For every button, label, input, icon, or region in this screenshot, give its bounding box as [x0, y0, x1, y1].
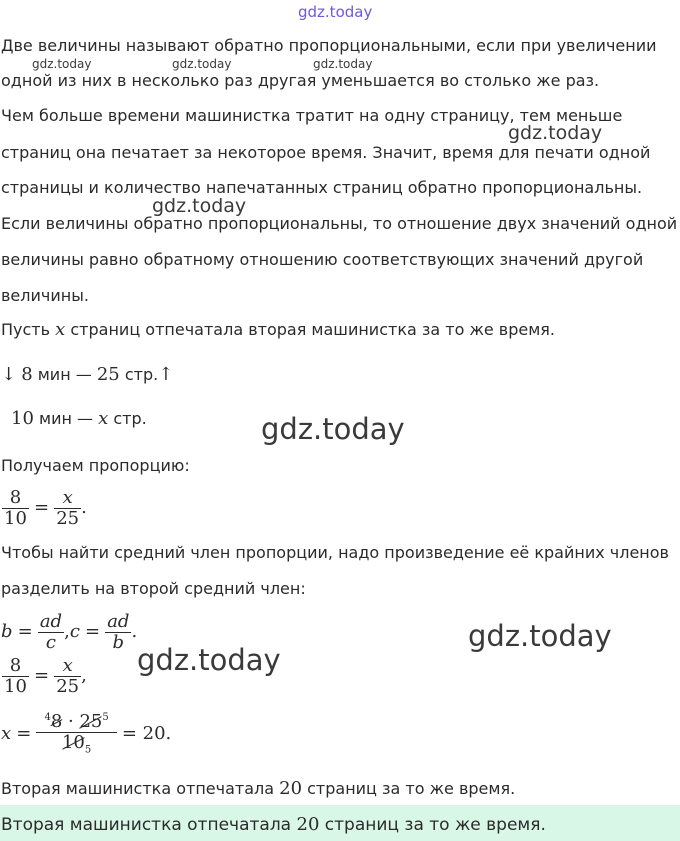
- formula-c: c: [69, 621, 80, 642]
- watermark-medium-1: gdz.today: [508, 122, 603, 144]
- calc-fraction: $\frac{^48 \cdot 25^5}{10_5}$: [36, 708, 116, 761]
- middle-term-formula: b = $\frac{ad}{c}$ ,c = $\frac{ad}{b}$ .: [1, 611, 138, 653]
- answer-value: 20: [296, 814, 320, 835]
- proportion-intro: Получаем пропорцию:: [1, 456, 190, 475]
- let-x-prefix: Пусть: [1, 320, 56, 339]
- arrow-up-icon: ↑: [158, 364, 174, 385]
- watermark-large-2: gdz.today: [468, 619, 612, 653]
- let-x-line: [1, 320, 555, 340]
- definition-line-1: Две величины называют обратно пропорциональными, если при увеличении: [1, 36, 657, 55]
- row1-minutes-unit: мин —: [32, 365, 97, 384]
- reasoning-line-3: страницы и количество напечатанных страниц обратно пропорциональны.: [1, 178, 643, 197]
- rule-line-3: величины.: [1, 286, 89, 305]
- answer-box: [0, 805, 680, 841]
- row1-pages: 25: [96, 364, 120, 385]
- row2-pages-unit: стр.: [108, 409, 147, 428]
- fraction-ad-c: $\frac{ad}{c}$: [39, 611, 63, 653]
- rule-line-1: Если величины обратно пропорциональны, то отношение двух значений одной: [1, 214, 678, 233]
- answer-text: Вторая машинистка отпечатала 20 страниц за то же время.: [1, 814, 546, 835]
- watermark-top: gdz.today: [298, 3, 373, 21]
- conclusion-line: Вторая машинистка отпечатала 20 страниц за то же время.: [1, 778, 516, 799]
- calc-result: = 20.: [121, 722, 172, 744]
- row2-minutes: 10: [11, 408, 34, 429]
- variable-x: x: [55, 319, 66, 340]
- watermark-medium-2: gdz.today: [152, 195, 247, 217]
- fraction-x-25: $\frac{x}{25}$: [56, 487, 80, 529]
- watermark-small-3: gdz.today: [313, 57, 373, 71]
- fraction-ad-b: $\frac{ad}{b}$: [107, 611, 130, 653]
- equals-sign: =: [34, 497, 50, 518]
- formula-b: b: [1, 621, 13, 642]
- calc-x: x: [1, 722, 12, 744]
- calculation-equation: x = $\frac{^48 \cdot 25^5}{10_5}$ = 20.: [1, 708, 171, 761]
- fraction-x-25-repeat: $\frac{x}{25}$: [56, 655, 80, 697]
- rule-line-2: величины равно обратному отношению соответствующих значений другой: [1, 250, 644, 269]
- reasoning-line-1: Чем больше времени машинистка тратит на одну страницу, тем меньше: [1, 106, 623, 125]
- watermark-small-1: gdz.today: [32, 57, 92, 71]
- conclusion-value: 20: [279, 778, 303, 799]
- let-x-suffix: страниц отпечатала вторая машинистка за то же время.: [65, 320, 556, 339]
- definition-line-2: одной из них в несколько раз другая уменьшается во столько же раз.: [1, 71, 600, 90]
- row2-minutes-unit: мин —: [33, 409, 99, 428]
- data-row-1: [1, 365, 173, 385]
- watermark-large-1: gdz.today: [261, 412, 405, 446]
- arrow-down-icon: ↓: [1, 364, 17, 385]
- middle-term-rule-line-2: разделить на второй средний член:: [1, 579, 306, 598]
- fraction-8-10-repeat: $\frac{8}{10}$: [4, 655, 27, 697]
- middle-term-rule-line-1: Чтобы найти средний член пропорции, надо произведение её крайних членов: [1, 543, 669, 562]
- row2-variable-x: x: [98, 408, 109, 429]
- data-row-2: [11, 409, 147, 429]
- fraction-8-10: $\frac{8}{10}$: [4, 487, 27, 529]
- watermark-large-3: gdz.today: [137, 643, 281, 677]
- proportion-equation-2: $\frac{8}{10}$ = $\frac{x}{25}$ ,: [4, 655, 87, 697]
- proportion-equation-1: $\frac{8}{10}$ = $\frac{x}{25}$ .: [4, 487, 87, 529]
- watermark-small-2: gdz.today: [172, 57, 232, 71]
- row1-pages-unit: стр.: [119, 365, 159, 384]
- row1-minutes: 8: [21, 364, 33, 385]
- reasoning-line-2: страниц она печатает за некоторое время. Значит, время для печати одной: [1, 143, 651, 162]
